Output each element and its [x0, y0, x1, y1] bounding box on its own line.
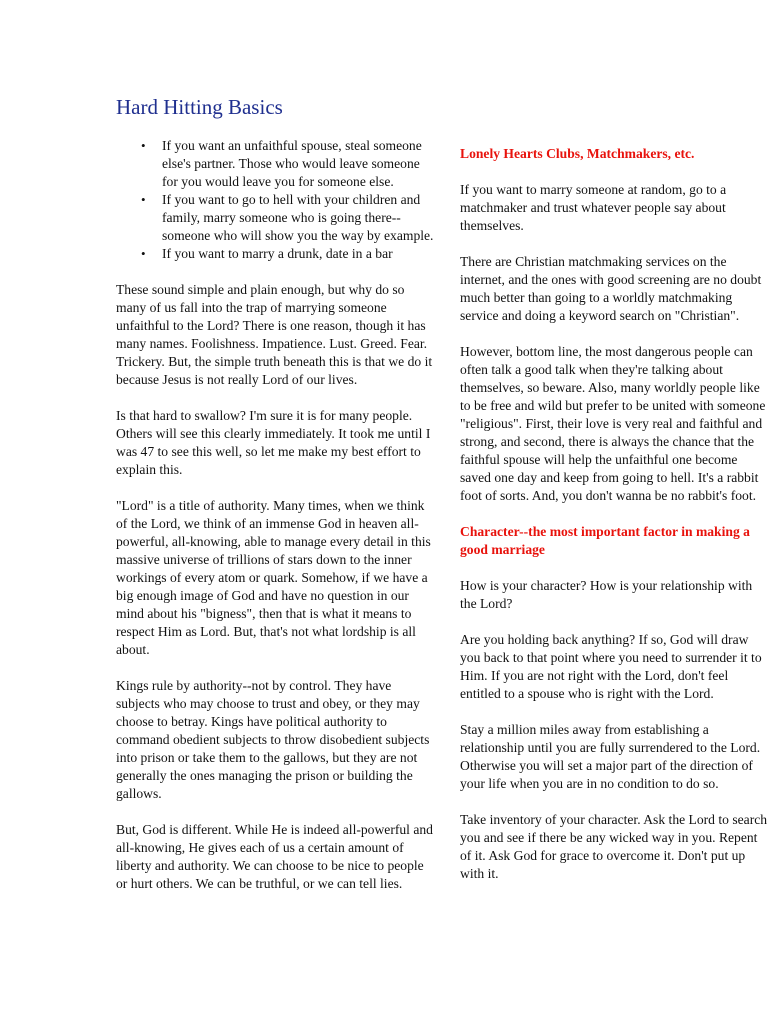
page-title: Hard Hitting Basics	[116, 95, 283, 119]
body-paragraph: Stay a million miles away from establishing a relationship until you are fully surrendered to the Lord. Otherwise you will set a major part of the direction of your life when you are in no condition to do so.	[460, 722, 761, 791]
body-paragraph: There are Christian matchmaking services on the internet, and the ones with good screening are no doubt much better than going to a worldly matchmaking service and doing a keyword search on "Christian".	[460, 254, 762, 323]
body-paragraph: "Lord" is a title of authority. Many times, when we think of the Lord, we think of an immense God in heaven all-powerful, all-knowing, able to manage every detail in this massive universe of trillions of stars down to the inner workings of every atom or quark. Somehow, if we have a big enough image of God and have no question in our mind about his "bigness", then that is what it means to respect Him as Lord. But, that's not what lordship is all about.	[116, 498, 431, 657]
left-column	[116, 137, 438, 911]
bullet-text: If you want to go to hell with your children and family, marry someone who is going there--someone who will show you the way by example.	[162, 192, 434, 243]
bullet-icon: •	[141, 138, 146, 153]
bullet-icon: •	[141, 246, 146, 261]
body-paragraph: Are you holding back anything? If so, God will draw you back to that point where you need to surrender it to Him. If you are not right with the Lord, don't feel entitled to a spouse who is right with the Lord.	[460, 632, 762, 701]
section-heading: Lonely Hearts Clubs, Matchmakers, etc.	[460, 146, 695, 161]
right-column	[460, 145, 768, 901]
list-item	[141, 191, 438, 245]
body-paragraph: Kings rule by authority--not by control. They have subjects who may choose to trust and obey, or they may choose to betray. Kings have political authority to command obedient subjects to throw disobedient subjects into prison or take them to the gallows, but they are not generally the ones managing the prison or building the gallows.	[116, 678, 430, 801]
section-heading: Character--the most important factor in making a good marriage	[460, 524, 750, 557]
body-paragraph: However, bottom line, the most dangerous people can often talk a good talk when they're talking about themselves, so beware. Also, many worldly people like to be free and wild but prefer to be united with someone "religious". First, their love is very real and faithful and strong, and second, there is always the chance that the faithful spouse will help the unfaithful one become saved one day and keep from going to hell. It's a rabbit foot of sorts. And, you don't wanna be no rabbit's foot.	[460, 344, 766, 503]
body-paragraph: How is your character? How is your relationship with the Lord?	[460, 578, 753, 611]
list-item	[141, 245, 438, 263]
body-paragraph: If you want to marry someone at random, go to a matchmaker and trust whatever people say about themselves.	[460, 182, 727, 233]
body-paragraph: These sound simple and plain enough, but why do so many of us fall into the trap of marrying someone unfaithful to the Lord? There is one reason, though it has many names. Foolishness. Impatience. Lust. Greed. Fear. Trickery. But, the simple truth beneath this is that we do it because Jesus is not really Lord of our lives.	[116, 282, 433, 387]
body-paragraph: Is that hard to swallow? I'm sure it is for many people. Others will see this clearly immediately. It took me until I was 47 to see this well, so let me make my best effort to explain this.	[116, 408, 431, 477]
list-item	[141, 137, 438, 191]
bullet-text: If you want to marry a drunk, date in a bar	[162, 246, 393, 261]
bullet-icon: •	[141, 192, 146, 207]
bullet-list	[116, 137, 438, 263]
bullet-text: If you want an unfaithful spouse, steal someone else's partner. Those who would leave someone for you would leave you for someone else.	[162, 138, 422, 189]
body-paragraph: Take inventory of your character. Ask the Lord to search you and see if there be any wicked way in you. Repent of it. Ask God for grace to overcome it. Don't put up with it.	[460, 812, 768, 881]
body-paragraph: But, God is different. While He is indeed all-powerful and all-knowing, He gives each of us a certain amount of liberty and authority. We can choose to be nice to people or hurt others. We can be truthful, or we can tell lies.	[116, 822, 433, 891]
